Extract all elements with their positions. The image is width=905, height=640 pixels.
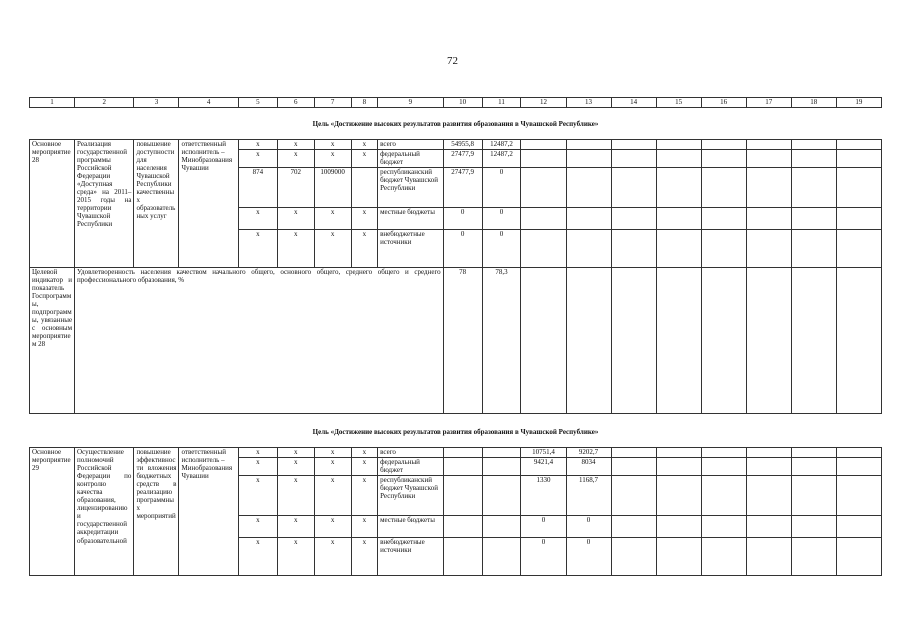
grbs-cell: 874 [238, 168, 277, 208]
csr-cell: 1009000 [314, 168, 351, 208]
column-number-cell: 10 [443, 98, 482, 108]
column-number-cell: 14 [611, 98, 656, 108]
column-number-cell: 17 [746, 98, 791, 108]
value-cell: 0 [482, 230, 521, 268]
column-number-cell: 3 [134, 98, 179, 108]
column-number-cell: 4 [179, 98, 238, 108]
value-cell: 54955,8 [443, 140, 482, 150]
rzpr-cell: х [277, 516, 314, 538]
column-number-cell: 13 [566, 98, 611, 108]
column-number-cell: 7 [314, 98, 351, 108]
csr-cell: х [314, 230, 351, 268]
value-cell: 0 [566, 538, 611, 576]
value-cell: 0 [521, 516, 566, 538]
vr-cell: х [351, 230, 378, 268]
value-cell: 0 [482, 168, 521, 208]
vr-cell: х [351, 448, 378, 458]
source-cell: республиканский бюджет Чувашской Республики [378, 168, 444, 208]
column-number-cell: 8 [351, 98, 378, 108]
csr-cell: х [314, 140, 351, 150]
csr-cell: х [314, 448, 351, 458]
source-cell: федеральный бюджет [378, 150, 444, 168]
grbs-cell: х [238, 476, 277, 516]
column-number-cell: 2 [75, 98, 134, 108]
value-cell: 1330 [521, 476, 566, 516]
responsible-cell: ответственный исполнитель – Минобразования Чувашии [179, 448, 238, 576]
indicator-value-cell: 78 [443, 268, 482, 414]
source-cell: всего [378, 140, 444, 150]
csr-cell: х [314, 476, 351, 516]
measure-name-cell: Реализация государственной программы Российской Федерации «Доступная среда» на 2011–2015 годы на территории Чувашской Республики [75, 140, 134, 268]
rzpr-cell: х [277, 448, 314, 458]
vr-cell: х [351, 476, 378, 516]
value-cell: 0 [482, 208, 521, 230]
column-number-row [30, 98, 882, 108]
section2-table [29, 447, 882, 576]
grbs-cell: х [238, 538, 277, 576]
section1-goal-heading: Цель «Достижение высоких результатов развития образования в Чувашской Республике» [312, 120, 599, 128]
csr-cell: х [314, 208, 351, 230]
rzpr-cell: х [277, 476, 314, 516]
column-number-cell: 15 [656, 98, 701, 108]
grbs-cell: х [238, 140, 277, 150]
column-number-cell: 11 [482, 98, 521, 108]
column-number-cell: 12 [521, 98, 566, 108]
indicator-row [30, 268, 882, 414]
measure-type-cell: Основное мероприятие 29 [30, 448, 75, 576]
value-cell: 27477,9 [443, 150, 482, 168]
source-cell: республиканский бюджет Чувашской Республики [378, 476, 444, 516]
rzpr-cell: х [277, 150, 314, 168]
measure-type-cell: Основное мероприятие 28 [30, 140, 75, 268]
vr-cell: х [351, 208, 378, 230]
rzpr-cell: х [277, 140, 314, 150]
column-number-cell: 18 [791, 98, 836, 108]
expected-result-cell: повышение доступности для населения Чувашской Республики качественных образовательных услуг [134, 140, 179, 268]
indicator-label-cell: Целевой индикатор и показатель Госпрограммы, подпрограммы, увязанные с основным мероприятием 28 [30, 268, 75, 414]
vr-cell: х [351, 516, 378, 538]
value-cell: 8034 [566, 458, 611, 476]
source-cell: местные бюджеты [378, 516, 444, 538]
vr-cell: х [351, 538, 378, 576]
value-cell: 1168,7 [566, 476, 611, 516]
table-row [30, 448, 882, 458]
column-number-cell: 1 [30, 98, 75, 108]
column-header-table [29, 97, 882, 108]
value-cell: 0 [443, 230, 482, 268]
grbs-cell: х [238, 448, 277, 458]
measure-name-cell: Осуществление полномочий Российской Федерации по контролю качества образования, лицензированию и государственной аккредитации образовательной [75, 448, 134, 576]
column-number-cell: 19 [836, 98, 881, 108]
expected-result-cell: повышение эффективности вложения бюджетных средств в реализацию программных мероприятий [134, 448, 179, 576]
column-number-cell: 9 [378, 98, 444, 108]
value-cell: 0 [443, 208, 482, 230]
vr-cell: х [351, 140, 378, 150]
rzpr-cell: х [277, 230, 314, 268]
section2-goal-heading: Цель «Достижение высоких результатов развития образования в Чувашской Республике» [312, 428, 599, 436]
responsible-cell: ответственный исполнитель – Минобразования Чувашии [179, 140, 238, 268]
grbs-cell: х [238, 150, 277, 168]
vr-cell: х [351, 150, 378, 168]
source-cell: федеральный бюджет [378, 458, 444, 476]
source-cell: всего [378, 448, 444, 458]
table-row [30, 140, 882, 150]
value-cell: 9421,4 [521, 458, 566, 476]
value-cell: 0 [566, 516, 611, 538]
grbs-cell: х [238, 230, 277, 268]
value-cell: 12487,2 [482, 140, 521, 150]
grbs-cell: х [238, 516, 277, 538]
csr-cell: х [314, 538, 351, 576]
column-number-cell: 16 [701, 98, 746, 108]
vr-cell [351, 168, 378, 208]
value-cell: 12487,2 [482, 150, 521, 168]
source-cell: внебюджетные источники [378, 538, 444, 576]
csr-cell: х [314, 516, 351, 538]
value-cell: 10751,4 [521, 448, 566, 458]
value-cell: 0 [521, 538, 566, 576]
grbs-cell: х [238, 458, 277, 476]
rzpr-cell: 702 [277, 168, 314, 208]
column-number-cell: 5 [238, 98, 277, 108]
section1-table [29, 139, 882, 414]
indicator-value-cell: 78,3 [482, 268, 521, 414]
rzpr-cell: х [277, 208, 314, 230]
source-cell: местные бюджеты [378, 208, 444, 230]
value-cell: 9202,7 [566, 448, 611, 458]
value-cell: 27477,9 [443, 168, 482, 208]
grbs-cell: х [238, 208, 277, 230]
page-number: 72 [447, 55, 458, 67]
rzpr-cell: х [277, 458, 314, 476]
source-cell: внебюджетные источники [378, 230, 444, 268]
vr-cell: х [351, 458, 378, 476]
csr-cell: х [314, 150, 351, 168]
column-number-cell: 6 [277, 98, 314, 108]
rzpr-cell: х [277, 538, 314, 576]
indicator-text-cell: Удовлетворенность населения качеством начального общего, основного общего, среднего общего и среднего профессионального образования, % [75, 268, 444, 414]
csr-cell: х [314, 458, 351, 476]
